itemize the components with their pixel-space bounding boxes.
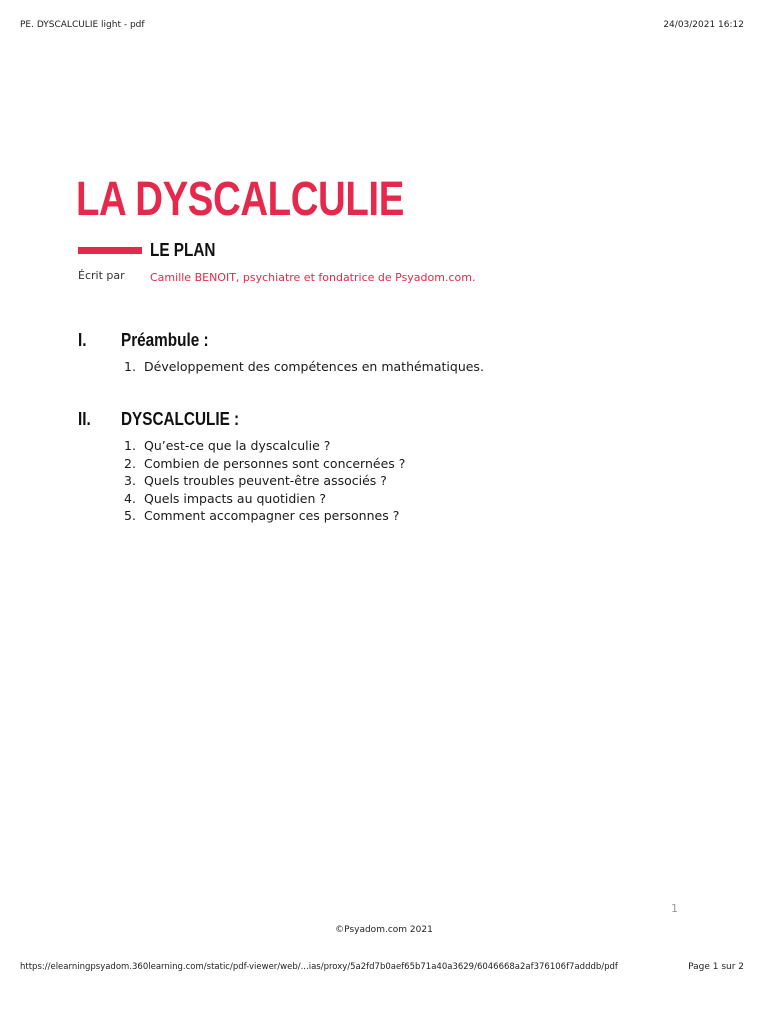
list-item-text: Comment accompagner ces personnes ? <box>144 508 400 523</box>
list-item <box>124 507 405 525</box>
section-number: II. <box>78 409 91 429</box>
list-item <box>124 437 405 455</box>
print-header-datetime: 24/03/2021 16:12 <box>663 20 744 30</box>
list-item-text: Quels troubles peuvent-être associés ? <box>144 473 387 488</box>
list-item-text: Qu’est-ce que la dyscalculie ? <box>144 438 331 453</box>
author-label: Écrit par <box>78 269 125 282</box>
document-title: LA DYSCALCULIE <box>76 173 404 226</box>
list-item-number: 2. <box>124 455 136 471</box>
list-item-text: Combien de personnes sont concernées ? <box>144 455 406 471</box>
list-item <box>124 490 405 508</box>
print-footer-url: https://elearningpsyadom.360learning.com/static/pdf-viewer/web/...ias/proxy/5a2fd7b0aef65b71a40a3629/6046668a2af376106f7adddb/pdf <box>20 962 618 972</box>
document-subtitle: LE PLAN <box>150 240 216 260</box>
section-list <box>124 437 405 525</box>
section-heading: DYSCALCULIE : <box>121 409 240 429</box>
list-item-number: 4. <box>124 490 136 506</box>
list-item <box>124 358 484 376</box>
list-item-number: 5. <box>124 508 136 523</box>
page-number: 1 <box>671 902 678 915</box>
print-header-title: PE. DYSCALCULIE light - pdf <box>20 20 145 30</box>
list-item-number: 1. <box>124 438 136 453</box>
print-footer-page: Page 1 sur 2 <box>688 962 744 972</box>
section-heading: Préambule : <box>121 330 209 350</box>
accent-bar <box>78 247 142 254</box>
list-item-number: 1. <box>124 359 136 374</box>
section-number: I. <box>78 330 87 350</box>
section-list <box>124 358 484 376</box>
list-item <box>124 472 405 490</box>
list-item-number: 3. <box>124 473 136 488</box>
copyright: ©Psyadom.com 2021 <box>335 925 433 935</box>
list-item-text: Développement des compétences en mathématiques. <box>144 359 484 374</box>
author-name: Camille BENOIT, psychiatre et fondatrice de Psyadom.com. <box>150 271 476 284</box>
list-item <box>124 455 405 473</box>
list-item-text: Quels impacts au quotidien ? <box>144 490 326 506</box>
